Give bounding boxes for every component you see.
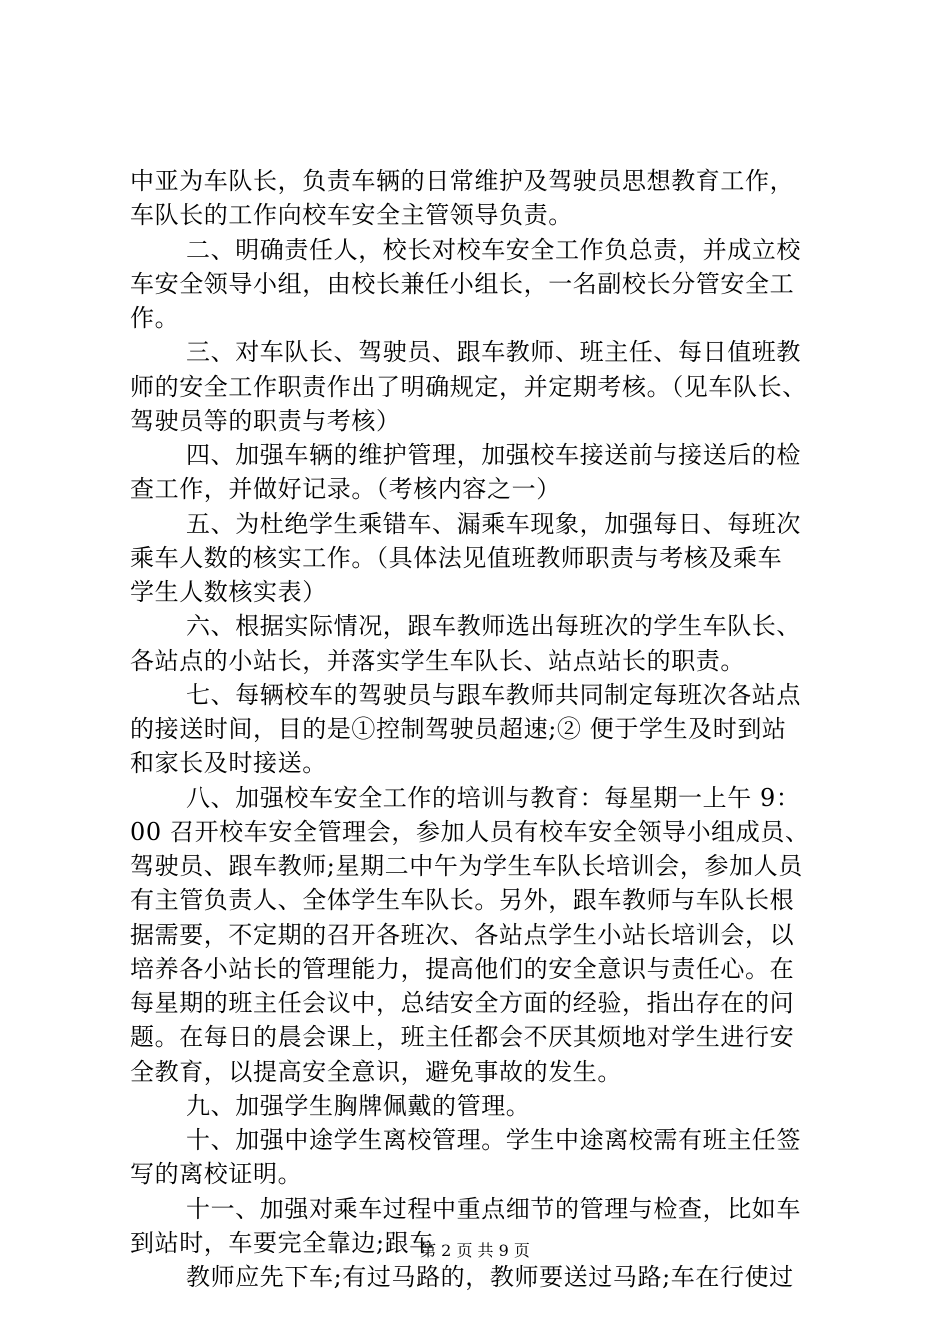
- paragraph-start-line: 十、加强中途学生离校管理。学生中途离校需有班主任签: [186, 1126, 801, 1154]
- text-line: 学生人数核实表）: [130, 578, 327, 606]
- document-body: [130, 164, 830, 1294]
- paragraph-start-line: 二、明确责任人，校长对校车安全工作负总责，并成立校: [186, 235, 801, 264]
- text-line: 和家长及时接送。: [130, 749, 327, 778]
- paragraph-start-line: 四、加强车辆的维护管理，加强校车接送前与接送后的检: [186, 441, 801, 469]
- paragraph-start-line: 八、加强校车安全工作的培训与教育：每星期一上午 9：: [186, 783, 801, 812]
- text-line: 乘车人数的核实工作。（具体法见值班教师职责与考核及乘车: [130, 543, 783, 572]
- text-line: 车安全领导小组，由校长兼任小组长，一名副校长分管安全工: [130, 269, 795, 298]
- text-line: 到站时，车要完全靠边;跟车: [130, 1228, 434, 1257]
- text-line: 00 召开校车安全管理会，参加人员有校车安全领导小组成员、: [130, 817, 810, 846]
- paragraph-start-line: 三、对车队长、驾驶员、跟车教师、班主任、每日值班教: [186, 338, 801, 367]
- text-line: 驾驶员、跟车教师;星期二中午为学生车队长培训会，参加人员: [130, 852, 803, 880]
- text-line: 各站点的小站长，并落实学生车队长、站点站长的职责。: [130, 646, 745, 675]
- paragraph-start-line: 五、为杜绝学生乘错车、漏乘车现象，加强每日、每班次: [186, 509, 801, 538]
- text-line: 有主管负责人、全体学生车队长。另外，跟车教师与车队长根: [130, 886, 795, 915]
- text-line: 驾驶员等的职责与考核）: [130, 406, 401, 435]
- text-line: 作。: [130, 304, 180, 332]
- paragraph-start-line: 十一、加强对乘车过程中重点细节的管理与检查，比如车: [186, 1194, 801, 1223]
- text-line: 师的安全工作职责作出了明确规定，并定期考核。（见车队长、: [130, 372, 807, 401]
- text-line: 全教育，以提高安全意识，避免事故的发生。: [130, 1057, 622, 1086]
- text-line: 据需要，不定期的召开各班次、各站点学生小站长培训会，以: [130, 920, 795, 949]
- text-line: 车队长的工作向校车安全主管领导负责。: [130, 201, 573, 230]
- paragraph-start-line: 九、加强学生胸牌佩戴的管理。: [186, 1091, 531, 1120]
- paragraph-start-line: 六、根据实际情况，跟车教师选出每班次的学生车队长、: [186, 612, 801, 641]
- text-line: 每星期的班主任会议中，总结安全方面的经验，指出存在的问: [130, 989, 795, 1017]
- text-line: 的接送时间，目的是①控制驾驶员超速;② 便于学生及时到站: [130, 715, 787, 743]
- text-line: 写的离校证明。: [130, 1160, 303, 1189]
- paragraph-start-line: 教师应先下车;有过马路的，教师要送过马路;车在行使过: [186, 1263, 794, 1291]
- text-line: 查工作，并做好记录。（考核内容之一）: [130, 475, 561, 504]
- paragraph-start-line: 七、每辆校车的驾驶员与跟车教师共同制定每班次各站点: [186, 680, 801, 709]
- page-number-footer: 第 2 页 共 9 页: [420, 1241, 530, 1260]
- text-line: 培养各小站长的管理能力，提高他们的安全意识与责任心。在: [130, 954, 795, 983]
- text-line: 题。在每日的晨会课上，班主任都会不厌其烦地对学生进行安: [130, 1023, 795, 1052]
- text-line: 中亚为车队长，负责车辆的日常维护及驾驶员思想教育工作，: [130, 167, 795, 195]
